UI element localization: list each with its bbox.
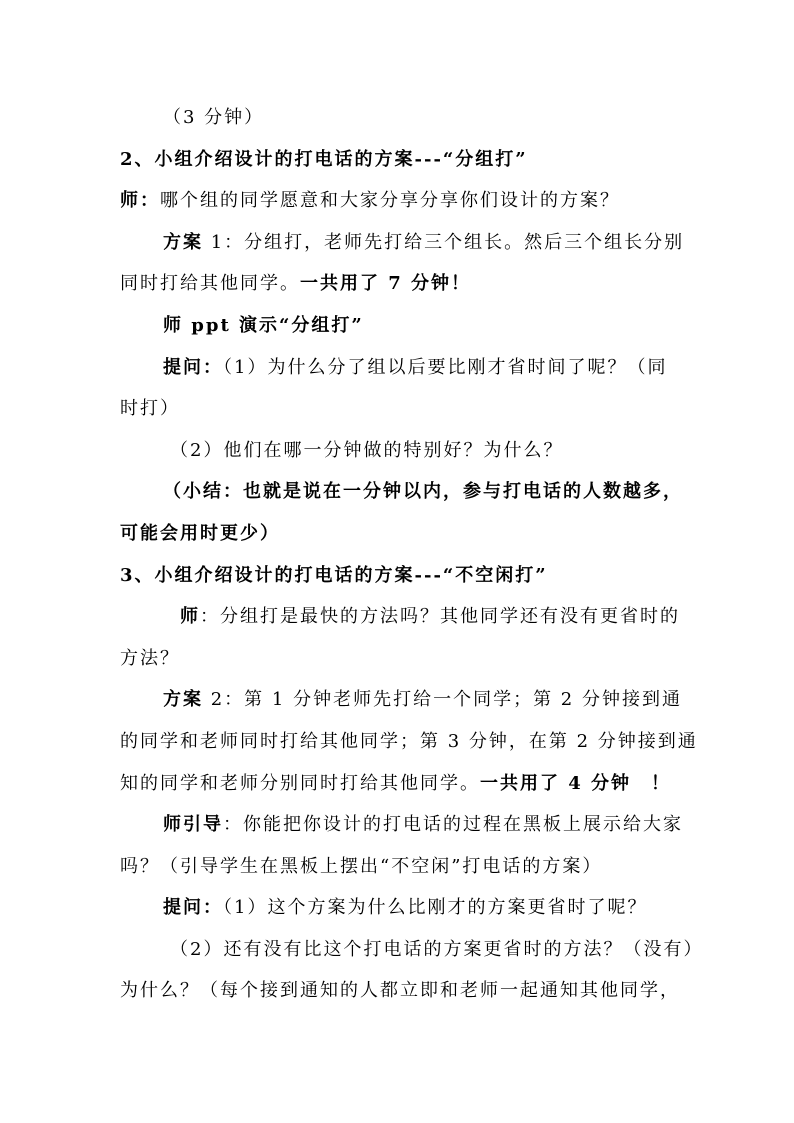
bold-text: 提问： [163,897,223,919]
text-line [120,929,720,971]
text-line [120,430,720,472]
bold-text: 一共用了 7 分钟！ [300,273,472,295]
bold-text: 提问： [163,356,223,378]
bold-text: 师 [180,606,200,628]
text: （1）这个方案为什么比刚才的方案更省时了呢？ [223,897,648,919]
bold-text: 3、小组介绍设计的打电话的方案---“不空闲打” [120,564,548,586]
text: ：你能把你设计的打电话的过程在黑板上展示给大家 [223,814,683,836]
text-line [120,263,720,305]
bold-text: 2、小组介绍设计的打电话的方案---“分组打” [120,148,528,170]
text-line [120,679,720,721]
text: （2）他们在哪一分钟做的特别好？为什么？ [170,439,564,461]
bold-text: 方案 [163,689,203,711]
text: （2）还有没有比这个打电话的方案更省时的方法？（没有） [170,938,704,960]
text: 2：第 1 分钟老师先打给一个同学；第 2 分钟接到通 [203,689,682,711]
text-line [120,887,720,929]
document-body [120,97,720,1012]
bold-text: 师引导 [163,814,223,836]
text: 吗？（引导学生在黑板上摆出“不空闲”打电话的方案） [120,855,603,877]
text-line [120,222,720,264]
bold-text: 方案 [163,231,203,253]
text: 的同学和老师同时打给其他同学；第 3 分钟，在第 2 分钟接到通 [120,730,698,752]
text-line [120,347,720,389]
text: ：分组打是最快的方法吗？其他同学还有没有更省时的 [200,606,680,628]
text: 1：分组打，老师先打给三个组长。然后三个组长分别 [203,231,685,253]
text: 哪个组的同学愿意和大家分享分享你们设计的方案？ [160,190,620,212]
text: （3 分钟） [163,107,265,128]
summary-line [120,471,720,513]
summary-line [120,513,720,555]
section-heading [120,555,720,597]
text-line [120,596,720,638]
text-line [120,721,720,763]
text-line [120,97,720,139]
text-line [120,305,720,347]
text: 知的同学和老师分别同时打给其他同学。 [120,772,480,794]
text-line [120,763,720,805]
text-line [120,388,720,430]
bold-text: 可能会用时更少） [120,522,280,544]
text: 时打） [120,398,180,420]
bold-text: 一共用了 4 分钟 ！ [480,772,672,794]
text-line [120,638,720,680]
text: 为什么？（每个接到通知的人都立即和老师一起通知其他同学， [120,980,680,1002]
text: 方法？ [120,647,180,669]
text-line [120,846,720,888]
bold-text: 师： [120,190,160,212]
section-heading [120,139,720,181]
bold-text: 师 ppt 演示“分组打” [163,314,364,336]
text-line [120,804,720,846]
text-line [120,970,720,1012]
bold-text: （小结：也就是说在一分钟以内，参与打电话的人数越多， [163,481,683,503]
text: （1）为什么分了组以后要比刚才省时间了呢？（同 [223,356,668,378]
text-line [120,180,720,222]
text: 同时打给其他同学。 [120,273,300,295]
